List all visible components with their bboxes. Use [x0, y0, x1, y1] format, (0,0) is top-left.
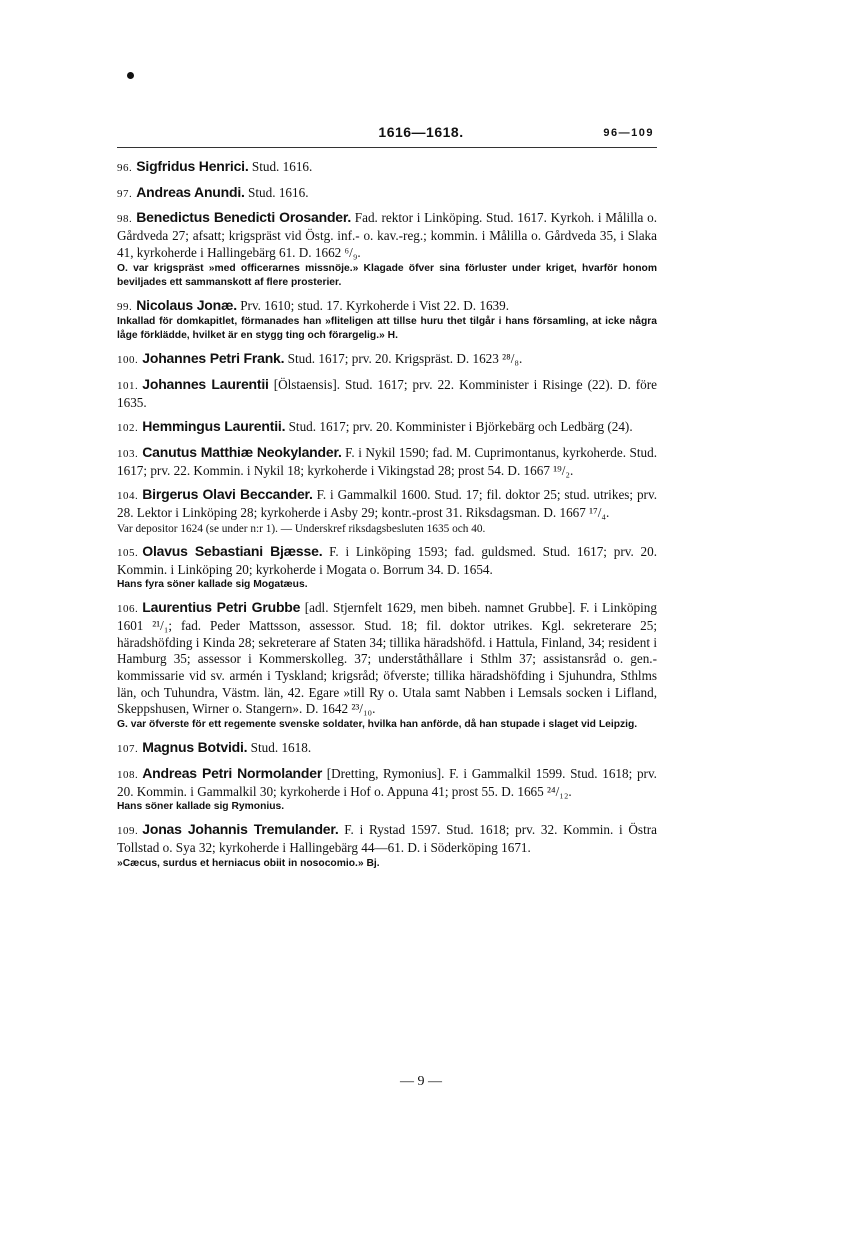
entry-name: Laurentius Petri Grubbe — [142, 599, 301, 616]
entry-name: Jonas Johannis Tremulander. — [142, 821, 339, 838]
entry-98 — [117, 209, 657, 289]
entry-103 — [117, 444, 657, 479]
entry-102 — [117, 418, 657, 437]
entry-104 — [117, 486, 657, 535]
entry-number: 97. — [117, 187, 133, 200]
entry-number: 101. — [117, 379, 139, 392]
entry-text: Prv. 1610; stud. 17. Kyrkoherde i Vist 22. D. 1639. — [236, 297, 510, 313]
entry-text: Stud. 1617; prv. 20. Krigspräst. D. 1623 ²⁸/₈. — [284, 351, 523, 367]
entry-number: 96. — [117, 162, 133, 174]
entry-108 — [117, 765, 657, 814]
entry-name: Birgerus Olavi Beccander. — [142, 486, 313, 503]
header-rule — [117, 147, 657, 148]
entry-text: [adl. Stjernfelt 1629, men bibeh. namnet Grubbe]. F. i Linköping 1601 ²¹/₁; fad. Peder Mattsson, assessor. Stud. 18; fil. doktor utrikes. Kgl. sekreterare 25; häradshöfding i Kinda 28; sekreterare af Staten 34; tillika häradshöfd. i Hattula, Finland, 34; resident i Hamburg 35; assessor i Kommerskolleg. 37; underståthållare i Sthlm 37; assistansråd o. gen.-kommissarie vid sv. armén i Tyskland; krigsråd; öfverste; tillika häradshöfding i Sjuhundra, Sthlms län, och Tuhundra, Västm. län, 42. Egare »till Ry o. Utala samt Nabben i Lemsals socken i Lifland, Skeppshusen, Wirner o. Stangern». D. 1642 ²³/₁₀. — [117, 600, 657, 717]
entry-100 — [117, 350, 657, 369]
entry-109 — [117, 821, 657, 870]
entry-number: 98. — [117, 213, 133, 226]
entry-107 — [117, 739, 657, 758]
entry-text: [Ölstaensis]. Stud. 1617; prv. 22. Komminister i Risinge (22). D. före 1635. — [117, 376, 657, 410]
entry-number: 100. — [117, 354, 139, 367]
entry-101 — [117, 376, 657, 411]
entry-text: Stud. 1617; prv. 20. Komminister i Björkebärg och Ledbärg (24). — [285, 419, 633, 435]
entry-note: Hans fyra söner kallade sig Mogatæus. — [117, 579, 308, 591]
ink-dot — [127, 72, 134, 79]
entry-name: Nicolaus Jonæ. — [136, 296, 237, 313]
entry-note: Inkallad för domkapitlet, förmanades han »fliteligen att tillse huru thet tilgår i hans församling, at icke några låge förklädde, hvilket är en stygg ting och förargelig.» H. — [117, 316, 657, 342]
entry-number: 104. — [117, 490, 139, 503]
entry-106 — [117, 599, 657, 732]
entry-number: 107. — [117, 743, 139, 756]
entry-number: 106. — [117, 603, 139, 616]
entry-number: 99. — [117, 300, 133, 313]
entry-name: Andreas Petri Normolander — [142, 764, 323, 781]
entries-list — [117, 158, 657, 878]
entry-name: Benedictus Benedicti Orosander. — [136, 209, 352, 226]
entry-note: Hans söner kallade sig Rymonius. — [117, 801, 285, 813]
header-entry-range: 96—109 — [603, 127, 654, 139]
entry-name: Canutus Matthiæ Neokylander. — [142, 444, 342, 461]
entry-number: 109. — [117, 825, 139, 838]
entry-name: Johannes Petri Frank. — [142, 350, 285, 367]
entry-number: 108. — [117, 768, 139, 781]
entry-name: Olavus Sebastiani Bjæsse. — [142, 542, 323, 559]
entry-number: 102. — [117, 422, 139, 435]
entry-text: Stud. 1616. — [248, 159, 313, 174]
entry-name: Johannes Laurentii — [142, 375, 269, 392]
entry-name: Hemmingus Laurentii. — [142, 418, 286, 435]
entry-96 — [117, 158, 657, 177]
entry-name: Magnus Botvidi. — [142, 739, 248, 756]
running-header — [0, 124, 842, 144]
entry-note: Var depositor 1624 (se under n:r 1). — Underskref riksdagsbesluten 1635 och 40. — [117, 522, 486, 535]
page-number: — 9 — — [400, 1074, 442, 1089]
entry-text: F. i Rystad 1597. Stud. 1618; prv. 32. Kommin. i Östra Tollstad o. Sya 32; kyrkoherde i Hallingebärg 44—61. D. i Söderköping 1671. — [117, 822, 657, 855]
entry-text: Stud. 1616. — [244, 184, 309, 200]
entry-name: Sigfridus Henrici. — [136, 158, 249, 174]
entry-text: [Dretting, Rymonius]. F. i Gammalkil 1599. Stud. 1618; prv. 20. Kommin. i Gammalkil 30; kyrkoherde i Hof o. Appuna 41; prost 55. D. 1665 ²⁴/₁₂. — [117, 765, 657, 799]
entry-note: G. var öfverste för ett regemente svenske soldater, hvilka han anförde, då han stupade i slaget vid Leipzig. — [117, 719, 638, 731]
entry-text: F. i Gammalkil 1600. Stud. 17; fil. doktor 25; stud. utrikes; prv. 28. Lektor i Linköping 28; kyrkoherde i Asby 29; kontr.-prost 31. Riksdagsman. D. 1667 ¹⁷/₄. — [117, 487, 657, 521]
entry-97 — [117, 184, 657, 203]
entry-text: F. i Linköping 1593; fad. guldsmed. Stud. 1617; prv. 20. Kommin. i Linköping 20; kyrkoherde i Mogata o. Borrum 34. D. 1654. — [117, 543, 657, 577]
entry-note: O. var krigspräst »med officerarnes missnöje.» Klagade öfver sina förluster under kriget, hvarför honom beviljades ett sammanskott af flere prosterier. — [117, 262, 657, 288]
entry-number: 103. — [117, 448, 139, 461]
entry-99 — [117, 297, 657, 344]
entry-text: Stud. 1618. — [247, 740, 312, 756]
entry-number: 105. — [117, 546, 139, 559]
entry-105 — [117, 543, 657, 592]
entry-name: Andreas Anundi. — [136, 183, 245, 200]
entry-text: F. i Nykil 1590; fad. M. Cuprimontanus, kyrkoherde. Stud. 1617; prv. 22. Kommin. i Nykil 18; kyrkoherde i Vikingstad 28; prost 54. D. 1667 ¹⁹/₂. — [117, 445, 657, 478]
entry-note: »Cæcus, surdus et herniacus obiit in nosocomio.» Bj. — [117, 857, 380, 869]
entry-text: Fad. rektor i Linköping. Stud. 1617. Kyrkoh. i Målilla o. Gårdveda 27; afsatt; krigspräst vid Östg. inf.- o. kav.-reg.; kommin. i Målilla o. Gårdveda 35, i Slaka 41, kyrkoherde i Hallingebärg 61. D. 1662 ⁶/₉. — [117, 210, 657, 260]
header-title: 1616—1618. — [378, 124, 464, 140]
